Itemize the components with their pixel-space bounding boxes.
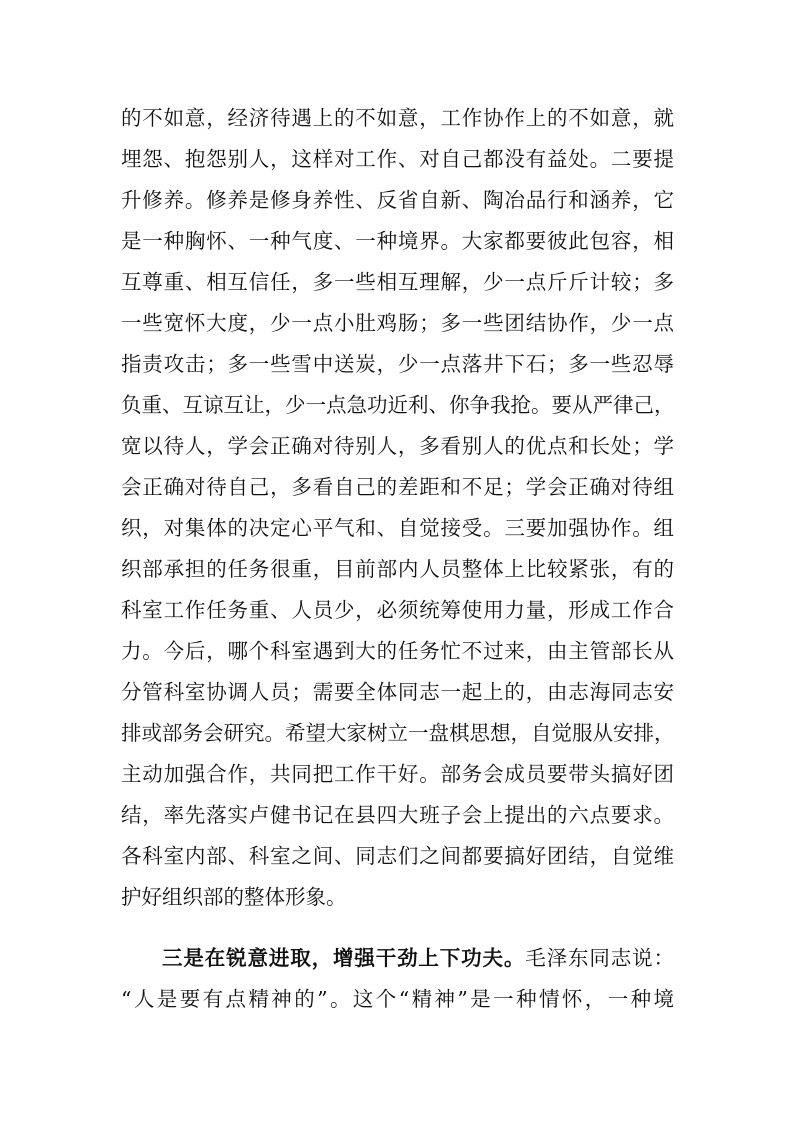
text-line: 会正确对待自己，多看自己的差距和不足；学会正确对待组 <box>121 475 674 499</box>
text-line: 一些宽怀大度，少一点小肚鸡肠；多一些团结协作，少一点 <box>121 311 674 335</box>
text-line: 指责攻击；多一些雪中送炭，少一点落井下石；多一些忍辱 <box>121 352 674 376</box>
text-line: 织部承担的任务很重，目前部内人员整体上比较紧张，有的 <box>121 557 674 581</box>
text-line: 主动加强合作，共同把工作干好。部务会成员要带头搞好团 <box>121 762 674 786</box>
text-line: 宽以待人，学会正确对待别人，多看别人的优点和长处；学 <box>121 434 674 458</box>
text-line: 的不如意，经济待遇上的不如意，工作协作上的不如意，就 <box>121 106 674 130</box>
text-line: 是一种胸怀、一种气度、一种境界。大家都要彼此包容，相 <box>121 229 674 253</box>
text-line: 科室工作任务重、人员少，必须统筹使用力量，形成工作合 <box>121 598 674 622</box>
text-line: 排或部务会研究。希望大家树立一盘棋思想，自觉服从安排， <box>121 721 675 745</box>
text-span: 毛泽东同志说： <box>525 946 675 970</box>
paragraph-heading-line <box>162 942 674 974</box>
text-line: 分管科室协调人员；需要全体同志一起上的，由志海同志安 <box>121 680 674 704</box>
text-line: 埋怨、抱怨别人，这样对工作、对自己都没有益处。二要提 <box>121 147 674 171</box>
text-line: 护好组织部的整体形象。 <box>121 885 347 909</box>
text-line: 升修养。修养是修身养性、反省自新、陶冶品行和涵养，它 <box>121 188 674 212</box>
text-line: “人是要有点精神的”。这个“精神”是一种情怀，一种境 <box>121 987 674 1011</box>
text-line: 各科室内部、科室之间、同志们之间都要搞好团结，自觉维 <box>121 844 674 868</box>
section-heading: 三是在锐意进取，增强干劲上下功夫。 <box>162 946 526 970</box>
text-line: 互尊重、相互信任，多一些相互理解，少一点斤斤计较；多 <box>121 270 674 294</box>
text-line: 结，率先落实卢健书记在县四大班子会上提出的六点要求。 <box>121 803 674 827</box>
text-line: 负重、互谅互让，少一点急功近利、你争我抢。要从严律己， <box>121 393 675 417</box>
text-line: 力。今后，哪个科室遇到大的任务忙不过来，由主管部长从 <box>121 639 674 663</box>
text-line: 织，对集体的决定心平气和、自觉接受。三要加强协作。组 <box>121 516 674 540</box>
